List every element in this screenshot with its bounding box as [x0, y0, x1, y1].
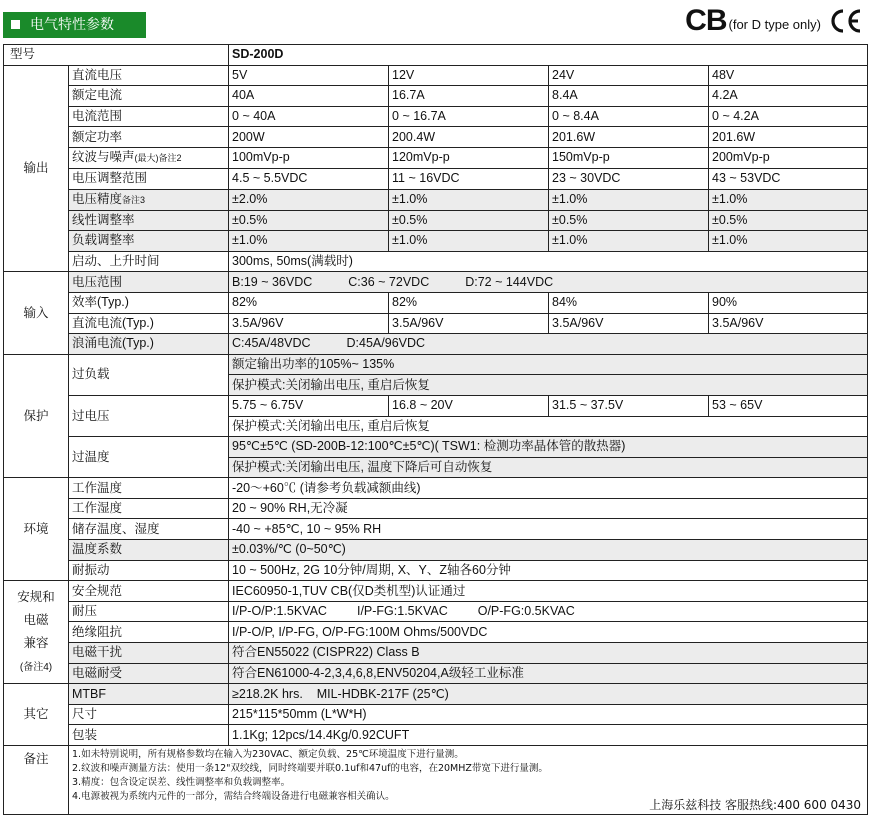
cell: ±1.0% — [549, 231, 709, 252]
cell — [229, 272, 868, 293]
cell: 100mVp-p — [229, 147, 389, 168]
cell: 3.5A/96V — [709, 313, 868, 334]
table-row — [4, 189, 868, 210]
cell: 200.4W — [389, 127, 549, 148]
row-label: 额定功率 — [69, 127, 229, 148]
cell: 3.5A/96V — [549, 313, 709, 334]
row-label: 工作湿度 — [69, 498, 229, 519]
cell: 43 ~ 53VDC — [709, 168, 868, 189]
row-label: 安全规范 — [69, 581, 229, 602]
cell: 40A — [229, 86, 389, 107]
row-label: 耐压 — [69, 601, 229, 622]
table-row — [4, 272, 868, 293]
cell: 8.4A — [549, 86, 709, 107]
cell: 31.5 ~ 37.5V — [549, 395, 709, 416]
cell: ±1.0% — [709, 231, 868, 252]
cell: 0 ~ 40A — [229, 106, 389, 127]
row-label-text: 电压精度 — [72, 191, 123, 206]
row-label: 启动、上升时间 — [69, 251, 229, 272]
row-label: 包装 — [69, 725, 229, 746]
cell: ±0.5% — [549, 210, 709, 231]
cell: ±0.03%/℃ (0~50℃) — [229, 540, 868, 561]
row-label: 过电压 — [69, 395, 229, 436]
row-label — [69, 147, 229, 168]
cell: ±0.5% — [389, 210, 549, 231]
note-item: 4.电源被视为系统内元件的一部分，需结合终端设备进行电磁兼容相关确认。 — [72, 791, 395, 802]
table-row — [4, 292, 868, 313]
notes-cell — [69, 746, 868, 815]
contact-line: 上海乐兹科技 客服热线:400 600 0430 — [649, 798, 862, 812]
table-row — [4, 684, 868, 705]
cell — [229, 601, 868, 622]
cb-mark: CB — [685, 4, 727, 37]
table-row — [4, 334, 868, 355]
table-row — [4, 498, 868, 519]
cell: 0 ~ 4.2A — [709, 106, 868, 127]
cell-part: O/P-FG:0.5KVAC — [477, 604, 575, 619]
category-note: (备注4) — [19, 661, 53, 673]
cell: 200mVp-p — [709, 147, 868, 168]
category-notes: 备注 — [4, 746, 69, 815]
row-label: 线性调整率 — [69, 210, 229, 231]
cell-part: D:72 ~ 144VDC — [465, 274, 554, 289]
cell: 300ms, 50ms(满载时) — [229, 251, 868, 272]
cell: I/P-O/P, I/P-FG, O/P-FG:100M Ohms/500VDC — [229, 622, 868, 643]
cell: 215*115*50mm (L*W*H) — [229, 704, 868, 725]
cell: 5V — [229, 65, 389, 86]
row-label: 工作温度 — [69, 478, 229, 499]
row-label: 电压范围 — [69, 272, 229, 293]
table-row — [4, 478, 868, 499]
table-row — [4, 519, 868, 540]
cell-part: I/P-FG:1.5KVAC — [356, 604, 448, 619]
square-bullet-icon — [11, 20, 20, 29]
cell: 201.6W — [709, 127, 868, 148]
row-label: 电磁耐受 — [69, 663, 229, 684]
category-line: 安规和 — [17, 589, 55, 604]
cell: 3.5A/96V — [229, 313, 389, 334]
spec-table — [3, 44, 868, 815]
cell: 5.75 ~ 6.75V — [229, 395, 389, 416]
row-label: 过负载 — [69, 354, 229, 395]
table-row — [4, 147, 868, 168]
cell: 额定输出功率的105%~ 135% — [229, 354, 868, 375]
table-row — [4, 395, 868, 416]
cell: 符合EN55022 (CISPR22) Class B — [229, 643, 868, 664]
category-line: 电磁 — [23, 612, 49, 627]
category-others: 其它 — [4, 684, 69, 746]
cell: 1.1Kg; 12pcs/14.4Kg/0.92CUFT — [229, 725, 868, 746]
cb-note: (for D type only) — [728, 16, 821, 32]
section-title: 电气特性参数 — [30, 17, 114, 33]
cell: ≥218.2K hrs. MIL-HDBK-217F (25℃) — [229, 684, 868, 705]
cell: 84% — [549, 292, 709, 313]
table-row — [4, 581, 868, 602]
cell: 4.5 ~ 5.5VDC — [229, 168, 389, 189]
cell: 24V — [549, 65, 709, 86]
cell: 95℃±5℃ (SD-200B-12:100℃±5℃)( TSW1: 检测功率晶体管的散热器) — [229, 437, 868, 458]
row-label: 负载调整率 — [69, 231, 229, 252]
table-row — [4, 560, 868, 581]
category-protection: 保护 — [4, 354, 69, 478]
cell: 保护模式:关闭输出电压, 重启后恢复 — [229, 416, 868, 437]
table-row — [4, 601, 868, 622]
cell: 16.8 ~ 20V — [389, 395, 549, 416]
table-row — [4, 106, 868, 127]
row-label: 储存温度、湿度 — [69, 519, 229, 540]
certification-marks — [685, 4, 863, 38]
cell: 23 ~ 30VDC — [549, 168, 709, 189]
table-row — [4, 663, 868, 684]
category-input: 输入 — [4, 272, 69, 354]
cell: 90% — [709, 292, 868, 313]
category-environment: 环境 — [4, 478, 69, 581]
cell-part: I/P-O/P:1.5KVAC — [232, 604, 327, 619]
note-item: 1.如未特别说明，所有规格参数均在输入为230VAC、额定负载、25℃环境温度下进行量测。 — [72, 749, 464, 760]
table-row — [4, 704, 868, 725]
cell: 10 ~ 500Hz, 2G 10分钟/周期, X、Y、Z轴各60分钟 — [229, 560, 868, 581]
row-label: MTBF — [69, 684, 229, 705]
table-row — [4, 354, 868, 375]
cell: 53 ~ 65V — [709, 395, 868, 416]
section-title-bar — [3, 12, 146, 38]
cell: 12V — [389, 65, 549, 86]
model-value: SD-200D — [229, 45, 868, 66]
ce-mark-icon — [829, 8, 863, 34]
cell: 保护模式:关闭输出电压, 温度下降后可自动恢复 — [229, 457, 868, 478]
cell: ±1.0% — [389, 189, 549, 210]
table-row — [4, 65, 868, 86]
cell-part: D:45A/96VDC — [346, 336, 426, 351]
table-row — [4, 313, 868, 334]
cell: 16.7A — [389, 86, 549, 107]
cell: 20 ~ 90% RH,无冷凝 — [229, 498, 868, 519]
cell: 201.6W — [549, 127, 709, 148]
table-row — [4, 622, 868, 643]
category-safety — [4, 581, 69, 684]
cell: -40 ~ +85℃, 10 ~ 95% RH — [229, 519, 868, 540]
notes-row — [4, 746, 868, 815]
table-row — [4, 86, 868, 107]
cell: 0 ~ 8.4A — [549, 106, 709, 127]
cell: ±1.0% — [709, 189, 868, 210]
row-label — [69, 189, 229, 210]
cell-part: C:36 ~ 72VDC — [348, 274, 430, 289]
row-label-note: 备注3 — [122, 194, 146, 205]
row-label: 耐振动 — [69, 560, 229, 581]
cell: IEC60950-1,TUV CB(仅D类机型)认证通过 — [229, 581, 868, 602]
table-row — [4, 540, 868, 561]
row-label: 电磁干扰 — [69, 643, 229, 664]
cell: ±2.0% — [229, 189, 389, 210]
cell: ±1.0% — [229, 231, 389, 252]
row-label: 直流电压 — [69, 65, 229, 86]
cell: ±1.0% — [389, 231, 549, 252]
cell-part: B:19 ~ 36VDC — [232, 274, 313, 289]
table-row — [4, 127, 868, 148]
note-item: 3.精度：包含设定误差、线性调整率和负载调整率。 — [72, 777, 291, 788]
row-label: 电压调整范围 — [69, 168, 229, 189]
row-label: 直流电流(Typ.) — [69, 313, 229, 334]
cell-part: C:45A/48VDC — [232, 336, 311, 351]
row-label: 额定电流 — [69, 86, 229, 107]
cell: 150mVp-p — [549, 147, 709, 168]
table-row — [4, 643, 868, 664]
cell — [229, 334, 868, 355]
row-label: 效率(Typ.) — [69, 292, 229, 313]
row-label: 浪涌电流(Typ.) — [69, 334, 229, 355]
model-label: 型号 — [4, 45, 229, 66]
cell: 82% — [389, 292, 549, 313]
row-label-note: (最大)备注2 — [134, 152, 182, 163]
cell: 11 ~ 16VDC — [389, 168, 549, 189]
row-label: 绝缘阻抗 — [69, 622, 229, 643]
row-label: 电流范围 — [69, 106, 229, 127]
cell: ±0.5% — [709, 210, 868, 231]
table-row — [4, 231, 868, 252]
table-row — [4, 210, 868, 231]
row-label: 温度系数 — [69, 540, 229, 561]
note-item: 2.纹波和噪声测量方法：使用一条12"双绞线，同时终端要并联0.1uf和47uf的电容，在20MHZ带宽下进行量测。 — [72, 763, 548, 774]
cell: 48V — [709, 65, 868, 86]
cell: ±1.0% — [549, 189, 709, 210]
cell: 3.5A/96V — [389, 313, 549, 334]
cell: 200W — [229, 127, 389, 148]
cell: -20～+60℃ (请参考负载减额曲线) — [229, 478, 868, 499]
category-output: 输出 — [4, 65, 69, 272]
cell: 120mVp-p — [389, 147, 549, 168]
row-label: 过温度 — [69, 437, 229, 478]
cell: 82% — [229, 292, 389, 313]
table-row — [4, 725, 868, 746]
cell: 4.2A — [709, 86, 868, 107]
category-line: 兼容 — [23, 635, 49, 650]
cell: 0 ~ 16.7A — [389, 106, 549, 127]
row-label: 尺寸 — [69, 704, 229, 725]
table-row — [4, 437, 868, 458]
row-label-text: 纹波与噪声 — [72, 149, 135, 164]
table-row — [4, 251, 868, 272]
cell: ±0.5% — [229, 210, 389, 231]
table-row — [4, 168, 868, 189]
model-row — [4, 45, 868, 66]
cell: 保护模式:关闭输出电压, 重启后恢复 — [229, 375, 868, 396]
cell: 符合EN61000-4-2,3,4,6,8,ENV50204,A级轻工业标准 — [229, 663, 868, 684]
